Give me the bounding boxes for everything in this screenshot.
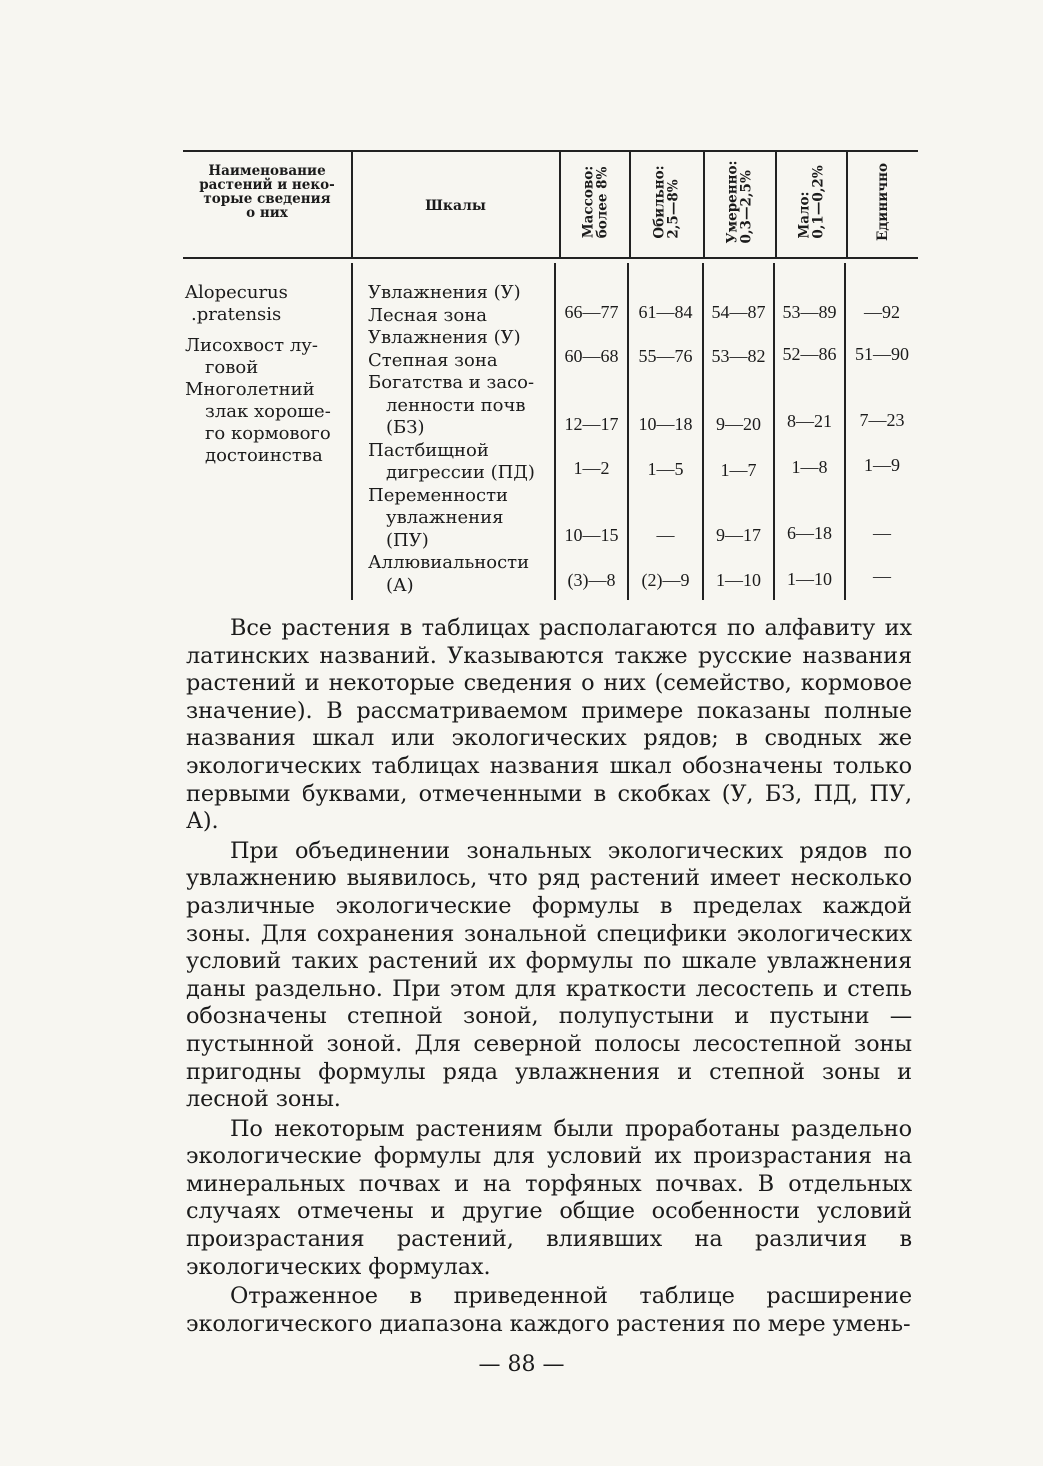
table-cell: 1—8 [791,457,828,477]
table-top-rule [183,150,918,152]
header-col-line: 0,3—2,5% [739,170,755,244]
table-cell: (3)—8 [567,570,616,590]
scale-line: Лесная зона [368,304,487,326]
paragraph: По некоторым растениям были проработаны раздельно экологические формулы для условий их произрастания на минеральных почвах и на торфяных почвах. В отдельных случаях отмечены и другие общие особенности условий произрастания растений, влиявших на различия в экологических формулах. [186,1115,912,1280]
table-cell: 53—89 [782,302,837,322]
table-cell: 55—76 [638,346,693,366]
plant-line: достоинства [205,445,323,466]
table-cell: 1—10 [787,569,832,589]
scale-line: Увлажнения (У) [368,327,521,348]
table-cell: 9—20 [716,414,761,434]
header-col-line: более 8% [594,166,611,239]
paragraph: При объединении зональных экологических рядов по увлажнению выявилось, что ряд растений имеет несколько различные экологические формулы в пределах каждой зоны. Для сохранения зональной специфики экологических условий таких растений их формулы по шкале увлажнения даны раздельно. При этом для краткости лесостепь и степь обозначены степной зоной, полупустыни и пустыни — пустынной зоной. Для северной полосы лесостепной зоны пригодны формулы ряда увлажнения и степной зоны и лесной зоны. [186,837,912,1113]
plant-line: говой [205,357,259,378]
table-cell: 1—9 [864,455,900,475]
header-col-line: Мало: [796,191,813,239]
body-text [186,615,912,1340]
header-name-line: Наименование [208,163,326,179]
plant-description [185,282,350,467]
table-cell: 6—18 [787,523,832,543]
table-cell: — [656,525,675,545]
scale-line: (ПУ) [386,529,429,551]
scale-line: Аллювиальности [368,552,530,573]
table-cell: 1—10 [716,570,761,590]
table-header-rule [183,257,918,259]
scale-line: Переменности [368,484,509,506]
plant-line: Alopecurus [185,282,288,303]
table-cell: 60—68 [564,346,619,366]
table-cell: —92 [864,302,900,322]
table-cell: 53—82 [711,346,766,366]
header-scales: Шкалы [425,198,486,214]
header-col-edinichno [848,157,918,247]
table-cell: 1—5 [647,459,684,479]
ecological-scales-table [183,150,918,600]
table-cell: 8—21 [787,411,832,431]
header-name-line: о них [246,205,288,221]
header-col-obilno [631,157,703,247]
header-col-line: Единично [875,163,891,241]
scale-line: Пастбищной [368,439,489,461]
header-col-line: Массово: [580,165,597,239]
scale-line: увлажнения [386,507,504,528]
scale-line: ленности почв [386,394,526,416]
scale-line: (БЗ) [386,417,425,438]
plant-line: го кормового [205,423,331,444]
plant-line: злак хороше- [205,401,331,422]
scales-list [368,282,558,597]
table-cell: 1—2 [573,458,610,478]
header-col-line: Умеренно: [725,160,741,244]
plant-line: Лисохвост лу- [185,335,318,356]
page-number: — 88 — [478,1352,565,1377]
table-cell: 52—86 [782,344,837,364]
header-name-line: растений и неко- [199,177,335,193]
scale-line: дигрессии (ПД) [386,462,535,483]
table-cell: 9—17 [716,525,761,545]
scale-line: Увлажнения (У) [368,282,521,303]
plant-line: Многолетний [185,379,315,400]
header-plant-name [183,164,351,220]
table-cell: 10—18 [638,414,693,434]
table-cell: 7—23 [859,410,905,430]
header-col-line: 0,1—0,2% [810,165,827,239]
table-cell: 1—7 [720,460,757,480]
header-name-line: торые сведения [203,191,331,207]
header-col-massovo [561,157,629,247]
table-cell: 12—17 [564,414,619,434]
table-cell: 54—87 [711,302,766,322]
plant-line: .pratensis [191,304,282,325]
table-cell: 10—15 [564,525,619,545]
scale-line: Богатства и засо- [368,372,535,393]
header-col-line: Обильно: [652,165,669,239]
table-cell: — [873,523,891,543]
scale-line: (А) [386,574,414,596]
table-cell: 51—90 [855,344,909,364]
header-col-umerenno [705,157,775,247]
paragraph: Отраженное в приведенной таблице расширение экологического диапазона каждого растения по мере умень- [186,1283,912,1337]
table-cell: 61—84 [638,302,693,322]
header-col-malo [777,157,846,247]
scale-line: Степная зона [368,349,498,371]
header-col-line: 2,5—8% [666,179,683,239]
paragraph: Все растения в таблицах располагаются по алфавиту их латинских названий. Указываются также русские названия растений и некоторые сведения о них (семейство, кормовое значение). В рассматриваемом примере показаны полные названия шкал или экологических рядов; в сводных же экологических таблицах названия шкал обозначены только первыми буквами, отмеченными в скобках (У, БЗ, ПД, ПУ, А). [186,615,912,835]
column-divider [351,263,353,600]
table-cell: — [873,566,891,586]
table-cell: 66—77 [564,302,619,322]
table-cell: (2)—9 [641,570,690,590]
